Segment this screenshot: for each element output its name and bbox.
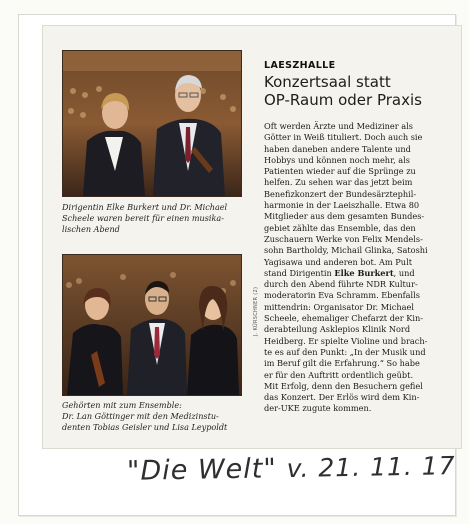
body-line: Mitglieder aus dem gesamten Bundes- — [264, 211, 425, 222]
body-line: Mit Erfolg, denn den Besuchern gefiel — [264, 380, 423, 391]
body-line: stand Dirigentin Elke Burkert, und — [264, 267, 415, 278]
body-line: der-UKE zugute kommen. — [264, 403, 372, 414]
handwritten-date: v. 21. 11. 17 — [286, 451, 456, 484]
caption-line: Scheele waren bereit für einen musika- — [62, 213, 224, 223]
body-line: te es auf den Punkt: „In der Musik und — [264, 346, 426, 357]
body-line: Scheele, ehemaliger Chefarzt der Kin- — [264, 313, 424, 324]
photo-conductor-and-organizer — [62, 50, 242, 197]
body-line: er für den Auftritt ordentlich geübt. — [264, 369, 414, 380]
body-line: Zuschauern Werke von Felix Mendels- — [264, 233, 423, 244]
body-line: Yagisawa und anderen bot. Am Pult — [264, 256, 412, 267]
caption-line: denten Tobias Geisler und Lisa Leypoldt — [62, 422, 228, 432]
handwritten-source: "Die Welt" — [126, 453, 278, 487]
photo1-caption — [62, 202, 227, 235]
body-line: durch den Abend führte NDR Kultur- — [264, 279, 418, 290]
headline-line: OP-Raum oder Praxis — [264, 91, 422, 109]
body-line: moderatorin Eva Schramm. Ebenfalls — [264, 290, 420, 301]
photo2-caption — [62, 400, 227, 433]
body-line: mittendrin: Organisator Dr. Michael — [264, 301, 414, 312]
body-line: Götter in Weiß tituliert. Doch auch sie — [264, 132, 423, 143]
body-line: Heidberg. Er spielte Violine und brach- — [264, 335, 428, 346]
body-line: sohn Bartholdy, Michail Glinka, Satoshi — [264, 245, 428, 256]
caption-line: Dr. Lan Göttinger mit den Medizinstu- — [62, 411, 219, 421]
section-label: LAESZHALLE — [264, 60, 336, 71]
body-line: Hobbys und können noch mehr, als — [264, 154, 410, 165]
newspaper-clipping — [42, 25, 462, 449]
body-line: Patienten wieder auf die Sprünge zu — [264, 166, 416, 177]
body-line: derabteilung Asklepios Klinik Nord — [264, 324, 411, 335]
photo-ensemble-members — [62, 254, 242, 396]
body-line: im Beruf gilt die Erfahrung.“ So habe — [264, 358, 420, 369]
caption-line: Dirigentin Elke Burkert und Dr. Michael — [62, 202, 228, 212]
body-line: gebiet zählte das Ensemble, das den — [264, 222, 416, 233]
article-body — [264, 121, 469, 415]
handwritten-source-note — [127, 450, 456, 487]
headline-line: Konzertsaal statt — [264, 73, 391, 91]
caption-line: lischen Abend — [62, 224, 120, 234]
body-line: das Konzert. Der Erlös wird dem Kin- — [264, 392, 420, 403]
body-line: haben daneben andere Talente und — [264, 143, 411, 154]
body-line: Oft werden Ärzte und Mediziner als — [264, 121, 413, 131]
body-line: Benefizkonzert der Bundesärztephil- — [264, 188, 417, 199]
scanned-page — [18, 14, 456, 516]
caption-line: Gehörten mit zum Ensemble: — [62, 400, 182, 410]
article-headline — [264, 73, 464, 109]
body-line: harmonie in der Laeiszhalle. Etwa 80 — [264, 200, 420, 211]
body-line: helfen. Zu sehen war das jetzt beim — [264, 177, 413, 188]
photo-credit: J. KÜRSCHNER (2) — [253, 286, 259, 336]
